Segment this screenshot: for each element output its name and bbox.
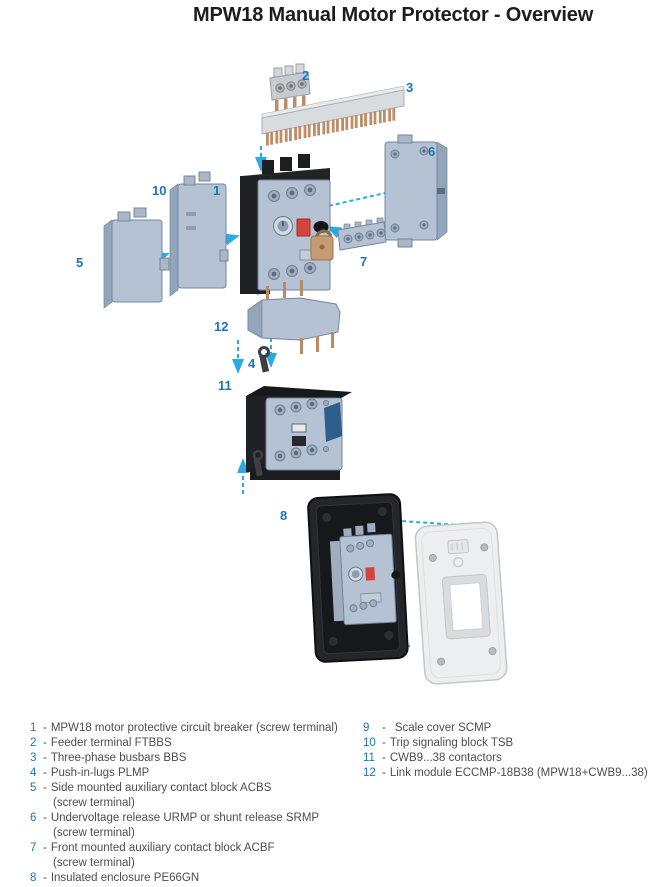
callout-5: 5 xyxy=(76,255,84,270)
legend-item-number: 12 xyxy=(363,767,376,779)
legend-item-dash: - xyxy=(43,782,47,794)
enclosed-breaker-stop-button xyxy=(365,567,375,580)
legend-item-12 xyxy=(363,766,663,781)
legend-item-dash: - xyxy=(43,842,47,854)
component-mpw18-breaker xyxy=(240,154,333,294)
legend-item-note: (screw terminal) xyxy=(53,827,135,839)
legend-item-text: CWB9...38 contactors xyxy=(389,752,502,764)
legend-item-dash: - xyxy=(43,812,47,824)
legend-item-number: 3 xyxy=(30,752,37,764)
legend-item-4 xyxy=(30,766,360,781)
legend-item-text: Link module ECCMP-18B38 (MPW18+CWB9...38) xyxy=(389,767,648,779)
legend-item-text: Push-in-lugs PLMP xyxy=(50,767,150,779)
legend-item-number: 9 xyxy=(363,722,370,734)
legend-item-note: (screw terminal) xyxy=(53,857,135,869)
legend-item-dash: - xyxy=(382,737,386,749)
legend-item-text: Trip signaling block TSB xyxy=(389,737,514,749)
legend-item-number: 4 xyxy=(30,767,37,779)
legend-item-number: 8 xyxy=(30,872,37,884)
legend-item-11 xyxy=(363,751,663,766)
callout-10: 10 xyxy=(152,183,167,198)
legend-item-dash: - xyxy=(43,737,47,749)
callout-2: 2 xyxy=(302,68,310,83)
callout-4: 4 xyxy=(248,356,256,371)
legend-item-text: Feeder terminal FTBBS xyxy=(50,737,172,749)
legend-item-5 xyxy=(30,781,360,796)
callout-12: 12 xyxy=(214,319,229,334)
legend-item-7 xyxy=(30,841,360,856)
legend-item-dash: - xyxy=(43,767,47,779)
legend-item-number: 7 xyxy=(30,842,37,854)
component-push-in-lug-upper xyxy=(259,348,269,373)
component-insulated-enclosure-pe66gn xyxy=(308,494,408,663)
legend-item-1 xyxy=(30,721,360,736)
callout-11: 11 xyxy=(218,378,232,393)
legend-item-dash: - xyxy=(382,752,386,764)
legend-item-dash: - xyxy=(43,752,47,764)
component-scale-cover-scmp xyxy=(415,521,508,684)
cover-window xyxy=(442,574,490,639)
legend-item-text: Three-phase busbars BBS xyxy=(50,752,187,764)
legend-item-number: 5 xyxy=(30,782,37,794)
legend-item-number: 1 xyxy=(30,722,37,734)
legend-item-text: Insulated enclosure PE66GN xyxy=(50,872,200,884)
callout-3: 3 xyxy=(406,80,414,95)
callout-1: 1 xyxy=(213,183,221,198)
legend-item-number: 11 xyxy=(363,752,375,764)
component-undervoltage-release-urmp xyxy=(385,135,447,247)
component-front-aux-block-acbf xyxy=(338,218,386,250)
weg-logo-embossed xyxy=(448,539,469,553)
legend-item-text: Undervoltage release URMP or shunt release SRMP xyxy=(50,812,320,824)
legend-item-text: MPW18 motor protective circuit breaker (screw terminal) xyxy=(50,722,338,734)
legend-item-9 xyxy=(363,721,663,736)
legend-item-dash: - xyxy=(43,722,47,734)
legend-item-text: Side mounted auxiliary contact block ACBS xyxy=(50,782,272,794)
breaker-stop-button xyxy=(297,219,310,236)
breaker-current-dial xyxy=(274,217,293,236)
callout-6: 6 xyxy=(428,144,436,159)
callout-7: 7 xyxy=(360,254,368,269)
legend-item-dash: - xyxy=(43,872,47,884)
legend-item-number: 2 xyxy=(30,737,37,749)
contactor-label-patch xyxy=(324,402,342,442)
page-title: MPW18 Manual Motor Protector - Overview xyxy=(193,4,594,26)
enclosed-breaker xyxy=(329,522,403,625)
legend-item-6 xyxy=(30,811,360,826)
legend-left-column xyxy=(30,721,360,886)
legend-item-number: 6 xyxy=(30,812,37,824)
legend-item-text: Scale cover SCMP xyxy=(394,722,492,734)
legend-item-2 xyxy=(30,736,360,751)
callout-8: 8 xyxy=(280,508,288,523)
legend-item-text: Front mounted auxiliary contact block ACBF xyxy=(50,842,275,854)
legend-item-8 xyxy=(30,871,360,886)
component-contactor-cwb xyxy=(246,386,352,480)
legend-right-column xyxy=(363,721,663,781)
legend-item-dash: - xyxy=(382,722,386,734)
legend-item-note: (screw terminal) xyxy=(53,797,135,809)
legend-item-dash: - xyxy=(382,767,386,779)
legend-item-3 xyxy=(30,751,360,766)
legend-item-10 xyxy=(363,736,663,751)
legend-item-number: 10 xyxy=(363,737,376,749)
component-side-aux-block-acbs xyxy=(104,208,169,308)
